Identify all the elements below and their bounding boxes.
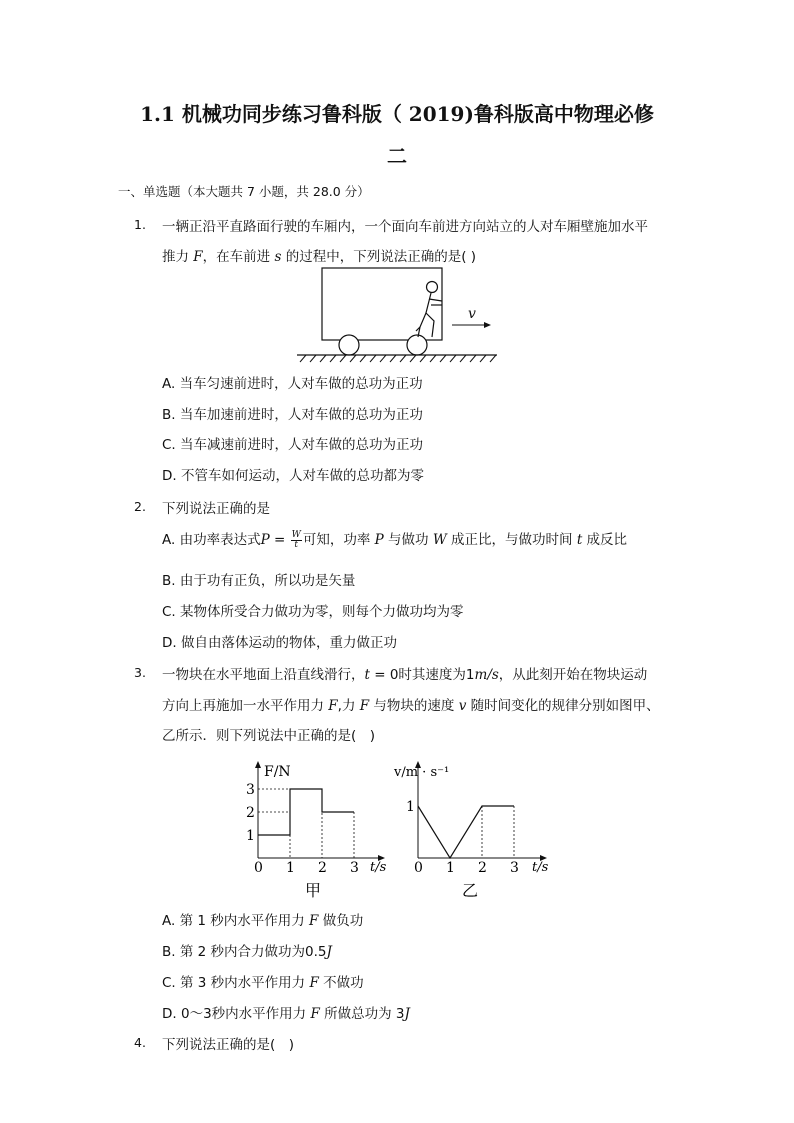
document-title-continued: 二 [387, 144, 407, 168]
question-1-option-d: D. 不管车如何运动，人对车做的总功都为零 [162, 468, 424, 484]
question-1-option-a: A. 当车匀速前进时，人对车做的总功为正功 [162, 376, 423, 392]
question-3-option-d: D. 0～3秒内水平作用力 F 所做总功为 3J [162, 1006, 410, 1022]
x-tick-label: 0 [254, 860, 263, 876]
question-3-line-3: 乙所示．则下列说法中正确的是( ) [162, 728, 376, 744]
series-line [418, 806, 514, 858]
series-line [258, 789, 354, 835]
question-3-option-a: A. 第 1 秒内水平作用力 F 做负功 [162, 913, 364, 929]
x-tick-label: 1 [446, 860, 455, 876]
question-4-number: 4. [134, 1035, 146, 1050]
question-2-stem: 下列说法正确的是 [162, 501, 270, 517]
question-2-option-b: B. 由于功有正负，所以功是矢量 [162, 573, 356, 589]
cart-wheel-left [339, 335, 359, 355]
question-3-number: 3. [134, 665, 146, 680]
chart-caption: 乙 [462, 881, 479, 900]
x-tick-label: 2 [318, 860, 327, 876]
chart-caption: 甲 [305, 881, 322, 900]
question-1-line-2: 推力 F，在车前进 s 的过程中，下列说法正确的是( ) [162, 249, 477, 265]
section-header: 一、单选题（本大题共 7 小题，共 28.0 分） [118, 184, 370, 199]
x-tick-label: 3 [510, 860, 519, 876]
y-axis-label: v/m · s⁻¹ [394, 765, 450, 780]
y-tick-label: 3 [246, 782, 255, 798]
velocity-arrowhead [484, 322, 491, 328]
cart-wheel-right [407, 335, 427, 355]
question-1-option-b: B. 当车加速前进时，人对车做的总功为正功 [162, 407, 423, 423]
question-4-stem: 下列说法正确的是( ) [162, 1037, 295, 1053]
question-1-number: 1. [134, 217, 146, 232]
x-tick-label: 1 [286, 860, 295, 876]
chart-velocity-time [394, 758, 562, 903]
power-fraction: $\frac{W}{t}$ [291, 529, 301, 550]
question-2-option-d: D. 做自由落体运动的物体，重力做正功 [162, 635, 397, 651]
x-axis-label: t/s [532, 860, 549, 875]
x-tick-label: 0 [414, 860, 423, 876]
question-3-line-1: 一物块在水平地面上沿直线滑行，t = 0时其速度为1m/s，从此刻开始在物块运动 [162, 667, 648, 683]
x-axis-label: t/s [370, 860, 387, 875]
question-2-option-c: C. 某物体所受合力做功为零，则每个力做功均为零 [162, 604, 464, 620]
question-2-number: 2. [134, 499, 146, 514]
ground-hatching [300, 355, 496, 362]
y-tick-label: 2 [246, 805, 255, 821]
velocity-label: v [468, 306, 476, 322]
document-title: 1.1 机械功同步练习鲁科版（ 2019)鲁科版高中物理必修 [140, 102, 654, 126]
x-tick-label: 3 [350, 860, 359, 876]
question-1-option-c: C. 当车减速前进时，人对车做的总功为正功 [162, 437, 424, 453]
x-tick-label: 2 [478, 860, 487, 876]
question-2-option-a: A. 由功率表达式P = $\frac{W}{t}$ 可知，功率 P 与做功 W 成正比，与做功时间 t 成反比 [162, 529, 628, 550]
cart-figure [292, 265, 502, 365]
question-3-line-2: 方向上再施加一水平作用力 F,力 F 与物块的速度 v 随时间变化的规律分别如图甲、 [162, 698, 660, 714]
y-axis-label: F/N [264, 764, 291, 780]
question-3-option-b: B. 第 2 秒内合力做功为0.5J [162, 944, 332, 960]
chart-force-time [240, 758, 390, 903]
question-3-option-c: C. 第 3 秒内水平作用力 F 不做功 [162, 975, 364, 991]
question-1-line-1: 一辆正沿平直路面行驶的车厢内，一个面向车前进方向站立的人对车厢壁施加水平 [162, 219, 648, 235]
cart-body [322, 268, 442, 340]
y-tick-label: 1 [406, 799, 415, 815]
y-tick-label: 1 [246, 828, 255, 844]
